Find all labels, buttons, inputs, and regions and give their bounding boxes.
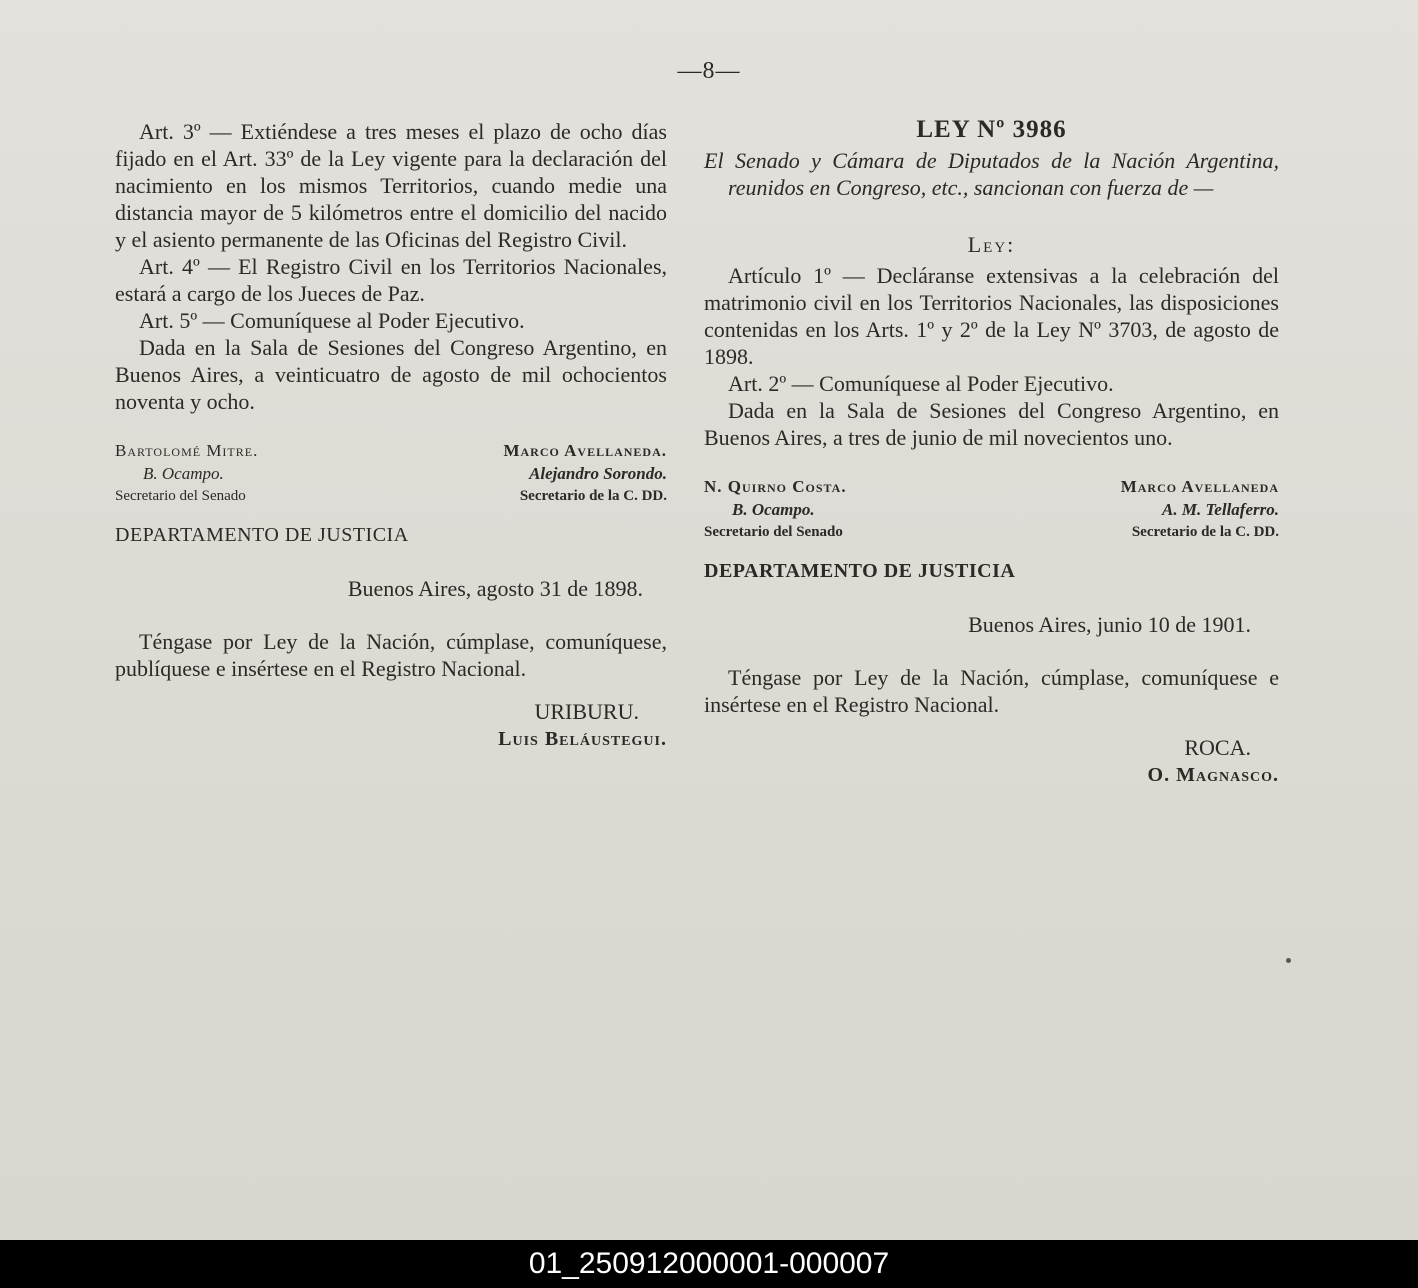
senate-secretary-name: B. Ocampo. — [732, 500, 815, 519]
senate-signature — [115, 439, 258, 508]
chamber-secretary-role: Secretario de la C. DD. — [519, 488, 667, 504]
senate-president-name: Bartolomé Mitre. — [115, 441, 259, 460]
right-column — [704, 116, 1279, 789]
chamber-secretary-name: A. M. Tellaferro. — [1162, 500, 1279, 519]
left-column — [115, 118, 667, 753]
department-heading: DEPARTAMENTO DE JUSTICIA — [115, 524, 409, 546]
president-signature: ROCA. — [1184, 735, 1251, 760]
ley-heading: Ley: — [967, 232, 1016, 257]
article-3: Art. 3º — Extiéndese a tres meses el plazo de ocho días fijado en el Art. 33º de la Ley vigente para la declaración del nacimiento en los mismos Territorios, cuando medie una distancia mayor de 5 kilómetros entre el domicilio del nacido y el asiento permanente de las Oficinas del Registro Civil. — [115, 119, 667, 252]
senate-secretary-role: Secretario del Senado — [704, 524, 843, 540]
place-date: Buenos Aires, junio 10 de 1901. — [968, 612, 1251, 637]
president-signature: URIBURU. — [534, 699, 639, 724]
department-heading: DEPARTAMENTO DE JUSTICIA — [704, 560, 1016, 582]
ink-speck — [1286, 958, 1291, 963]
article-5: Art. 5º — Comuníquese al Poder Ejecutivo. — [139, 308, 525, 333]
signatures — [115, 439, 667, 508]
promulgation-text: Téngase por Ley de la Nación, cúmplase, comuníquese e insértese en el Registro Nacional. — [704, 665, 1279, 717]
chamber-secretary-role: Secretario de la C. DD. — [1131, 524, 1279, 540]
article-4: Art. 4º — El Registro Civil en los Territorios Nacionales, estará a cargo de los Jueces de Paz. — [115, 254, 667, 306]
signatures — [704, 475, 1279, 544]
place-date: Buenos Aires, agosto 31 de 1898. — [347, 576, 643, 601]
given-in-session: Dada en la Sala de Sesiones del Congreso Argentino, en Buenos Aires, a tres de junio de mil novecientos uno. — [704, 398, 1279, 450]
senate-signature — [704, 475, 847, 544]
minister-signature: O. Magnasco. — [1147, 764, 1279, 786]
chamber-signature — [503, 439, 667, 508]
article-2: Art. 2º — Comuníquese al Poder Ejecutivo. — [728, 371, 1114, 396]
law-title: LEY Nº 3986 — [916, 116, 1067, 143]
chamber-signature — [1121, 475, 1279, 544]
page-number: —8— — [677, 58, 741, 84]
senate-secretary-name: B. Ocampo. — [143, 464, 224, 483]
senate-president-name: N. Quirno Costa. — [704, 477, 847, 496]
chamber-secretary-name: Alejandro Sorondo. — [529, 464, 667, 483]
article-1: Artículo 1º — Decláranse extensivas a la celebración del matrimonio civil en los Territorios Nacionales, las disposiciones contenidas en los Arts. 1º y 2º de la Ley Nº 3703, de agosto de 1898. — [704, 263, 1279, 369]
given-in-session: Dada en la Sala de Sesiones del Congreso Argentino, en Buenos Aires, a veinticuatro de agosto de mil ochocientos noventa y ocho. — [115, 335, 667, 414]
image-id-label: 01_250912000001-000007 — [0, 1240, 1418, 1288]
chamber-president-name: Marco Avellaneda. — [503, 441, 667, 460]
senate-secretary-role: Secretario del Senado — [115, 488, 246, 504]
minister-signature: Luis Beláustegui. — [498, 728, 667, 750]
promulgation-text: Téngase por Ley de la Nación, cúmplase, comuníquese, publíquese e insértese en el Registro Nacional. — [115, 629, 667, 681]
preamble: El Senado y Cámara de Diputados de la Nación Argentina, reunidos en Congreso, etc., sancionan con fuerza de — — [704, 148, 1279, 200]
chamber-president-name: Marco Avellaneda — [1120, 477, 1279, 496]
